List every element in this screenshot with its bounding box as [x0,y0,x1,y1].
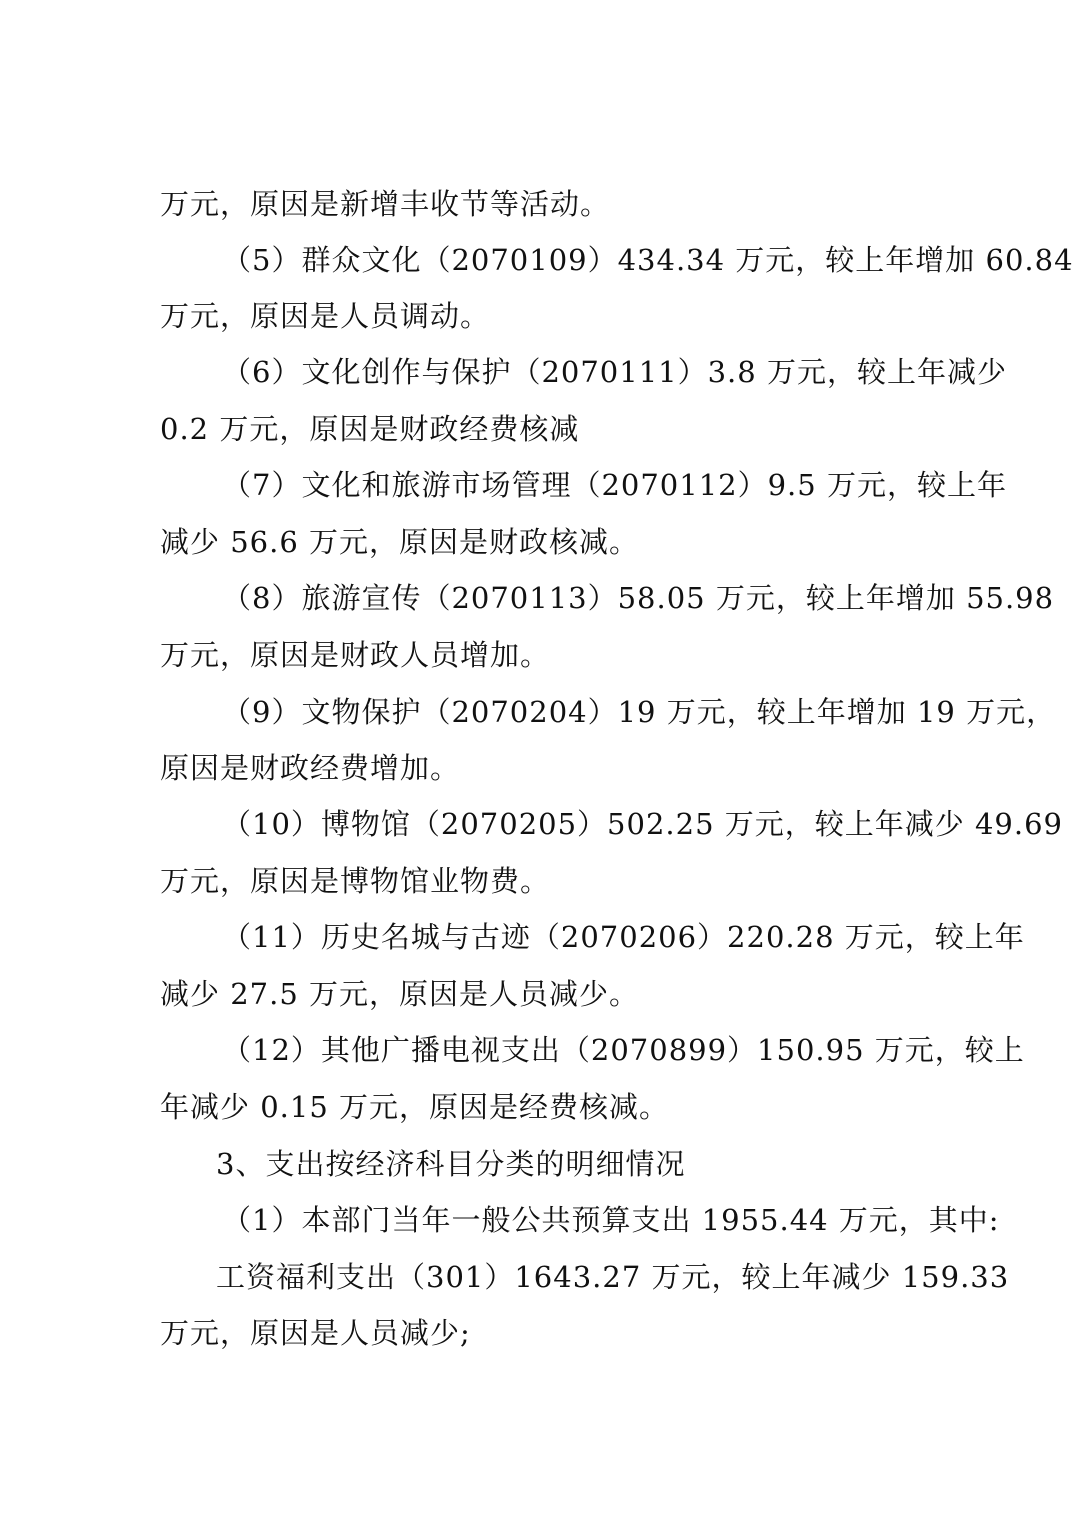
paragraph-line: 减少 56.6 万元，原因是财政核减。 [160,525,640,559]
paragraph-line: （9）文物保护（2070204）19 万元，较上年增加 19 万元， [222,695,1057,729]
paragraph-line: 万元，原因是财政人员增加。 [160,638,551,672]
paragraph-line: 年减少 0.15 万元，原因是经费核减。 [160,1090,670,1124]
paragraph-line: 万元，原因是新增丰收节等活动。 [160,187,611,221]
paragraph-line: （1）本部门当年一般公共预算支出 1955.44 万元，其中: [222,1203,1000,1237]
paragraph-line: 万元，原因是博物馆业物费。 [160,864,551,898]
paragraph-line: 万元，原因是人员减少; [160,1316,471,1350]
paragraph-line: 0.2 万元，原因是财政经费核减 [160,412,580,446]
paragraph-line: 减少 27.5 万元，原因是人员减少。 [160,977,640,1011]
paragraph-line: （11）历史名城与古迹（2070206）220.28 万元，较上年 [222,920,1025,954]
paragraph-line: 万元，原因是人员调动。 [160,299,491,333]
paragraph-line: （10）博物馆（2070205）502.25 万元，较上年减少 49.69 [222,807,1063,841]
paragraph-line: （6）文化创作与保护（2070111）3.8 万元，较上年减少 [222,355,1007,389]
paragraph-line: 工资福利支出（301）1643.27 万元，较上年减少 159.33 [216,1260,1010,1294]
section-heading: 3、支出按经济科目分类的明细情况 [216,1147,686,1181]
paragraph-line: （7）文化和旅游市场管理（2070112）9.5 万元，较上年 [222,468,1007,502]
paragraph-line: 原因是财政经费增加。 [160,751,461,785]
paragraph-line: （12）其他广播电视支出（2070899）150.95 万元，较上 [222,1033,1025,1067]
paragraph-line: （5）群众文化（2070109）434.34 万元，较上年增加 60.84 [222,243,1074,277]
paragraph-line: （8）旅游宣传（2070113）58.05 万元，较上年增加 55.98 [222,581,1055,615]
